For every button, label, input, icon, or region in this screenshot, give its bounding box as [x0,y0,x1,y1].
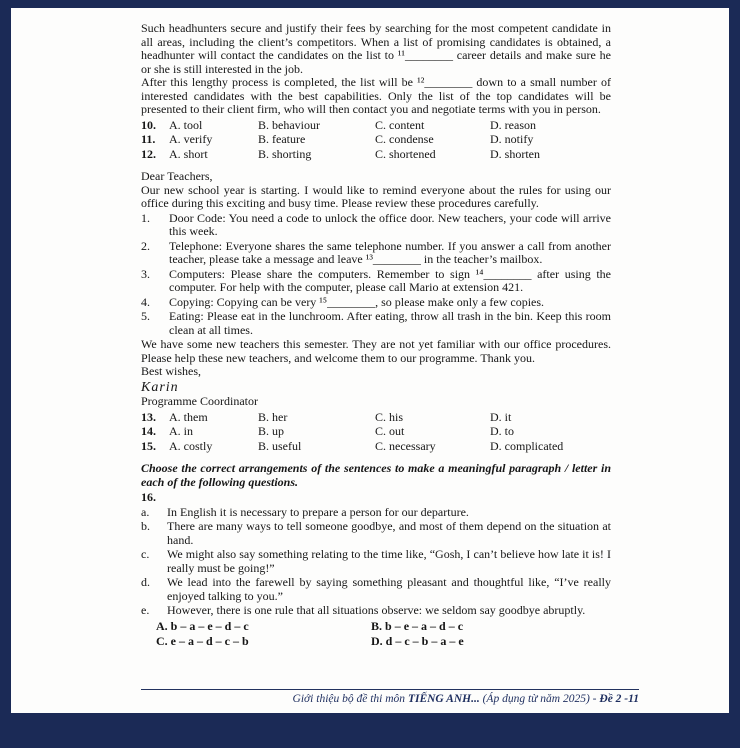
question-row-12 [141,148,611,162]
answer-option-a [156,620,371,634]
option-d: D. complicated [490,438,564,453]
answer-label: D. [371,634,383,648]
option-c: C. condense [375,132,434,146]
option-d: D. reason [490,117,536,132]
sentence-text: We lead into the farewell by saying something pleasant and thoughtful like, “I’ve really enjoyed talking to you.” [167,575,611,603]
letter-closing: We have some new teachers this semester. They are not yet familiar with our office procedures. Please help these new teachers, and welcome them to our programme. Thank you. [141,337,611,365]
answer-sequence: b – a – e – d – c [170,618,249,633]
sentence-text: However, there is one rule that all situations observe: we seldom say goodbye abruptly. [167,603,586,617]
option-a: A. tool [169,117,203,132]
document-page [11,8,729,713]
passage-paragraph-1: Such headhunters secure and justify their fees by searching for the most competent candidate in all areas, including the client’s competitors. When a list of promising candidates is obtained, a headhunter will contact the candidates on the list to ¹¹________ career details and make sure he or she is still interested in the job. [141,21,611,76]
letter-role: Programme Coordinator [141,394,258,408]
option-b: B. behaviour [258,117,320,132]
passage-paragraph-2: After this lengthy process is completed, the list will be ¹²________ down to a small number of interested candidates with the best capabilities. Only the list of the top candidates will be presented to their client firm, who will then contact you and negotiate terms with you in person. [141,75,611,116]
question-number: 11. [141,132,156,146]
sentence-text: There are many ways to tell someone goodbye, and most of them depend on the situation at hand. [167,519,611,547]
option-d: D. it [490,409,512,424]
question-number: 13. [141,409,156,424]
list-item-text: Telephone: Everyone shares the same telephone number. If you answer a call from another teacher, please take a message and leave ¹³________ in the teacher’s mailbox. [169,238,611,266]
sentence-item [141,576,611,603]
questions-13-15 [141,411,611,454]
footer-subject: TIẾNG ANH... [407,692,480,705]
list-item [141,268,611,295]
option-b: B. up [258,424,285,438]
sentence-label: b. [141,519,150,533]
sentence-text: In English it is necessary to prepare a person for our departure. [167,504,469,519]
list-item-text: Door Code: You need a code to unlock the office door. New teachers, your code will arrive this week. [169,210,611,238]
option-c: C. necessary [375,438,436,453]
option-a: A. costly [169,438,213,453]
footer-text: Giới thiệu bộ đề thi môn [292,692,408,705]
letter-intro: Our new school year is starting. I would like to remind everyone about the rules for using our office during this exciting and busy time. Please review these procedures carefully. [141,182,611,210]
question-number: 10. [141,117,156,132]
option-d: D. shorten [490,146,540,161]
sentence-label: e. [141,603,150,617]
list-item-text: Eating: Please eat in the lunchroom. After eating, throw all trash in the bin. Keep this room clean at all times. [169,309,611,337]
option-d: D. notify [490,132,534,146]
question-number: 14. [141,424,156,438]
option-b: B. shorting [258,146,312,161]
letter-best-wishes: Best wishes, [141,364,201,378]
answer-label: A. [156,618,168,633]
list-item-number: 4. [141,294,150,309]
list-item-number: 5. [141,309,150,323]
page-footer [141,689,639,707]
question-row-13 [141,411,611,425]
answer-sequence: b – e – a – d – c [385,618,464,633]
answer-sequence: e – a – d – c – b [170,634,249,648]
option-a: A. them [169,409,208,424]
list-item [141,296,611,310]
question-row-14 [141,425,611,439]
list-item-text: Computers: Please share the computers. Remember to sign ¹⁴________ after using the computer. For help with the computer, please call Mario at extension 421. [169,266,611,294]
option-a: A. in [169,424,193,438]
option-b: B. useful [258,438,302,453]
list-item-number: 3. [141,266,150,281]
letter-rules-list [141,212,611,338]
questions-10-12 [141,119,611,162]
sentence-item [141,548,611,575]
answer-sequence: d – c – b – a – e [385,634,464,648]
sentence-text: We might also say something relating to the time like, “Gosh, I can’t believe how late it is! I really must be going!” [167,547,611,575]
list-item [141,212,611,239]
sentence-label: a. [141,504,150,519]
option-d: D. to [490,424,514,438]
list-item-text: Copying: Copying can be very ¹⁵________, so please make only a few copies. [169,294,545,309]
option-c: C. content [375,117,425,132]
answer-option-d [371,635,611,649]
sentence-label: d. [141,575,150,589]
list-item [141,310,611,337]
sentence-item [141,604,611,618]
answer-option-c [156,635,371,649]
option-c: C. out [375,424,405,438]
question-number: 15. [141,438,156,453]
sentence-item [141,520,611,547]
option-a: A. verify [169,132,213,146]
option-c: C. his [375,409,404,424]
list-item-number: 1. [141,210,150,225]
question-number: 12. [141,146,156,161]
question-row-11 [141,133,611,147]
question-row-15 [141,440,611,454]
letter-signature: Karin [141,379,179,395]
option-b: B. feature [258,132,306,146]
sentence-label: c. [141,547,150,561]
answer-label: C. [156,634,168,648]
option-b: B. her [258,409,288,424]
answer-label: B. [371,618,383,633]
question-16-sentences [141,506,611,618]
footer-exam-code: Đề 2 -11 [599,692,639,705]
footer-note: (Áp dụng từ năm 2025) - [479,692,600,705]
list-item-number: 2. [141,238,150,253]
sentence-item [141,506,611,520]
q16-answer-options [141,620,611,649]
question-row-10 [141,119,611,133]
option-a: A. short [169,146,208,161]
section-instruction: Choose the correct arrangements of the sentences to make a meaningful paragraph / letter in each of the following questions. [141,461,611,489]
answer-option-b [371,620,611,634]
list-item [141,240,611,267]
option-c: C. shortened [375,146,436,161]
letter-salutation: Dear Teachers, [141,169,213,183]
question-16-number: 16. [141,490,156,504]
